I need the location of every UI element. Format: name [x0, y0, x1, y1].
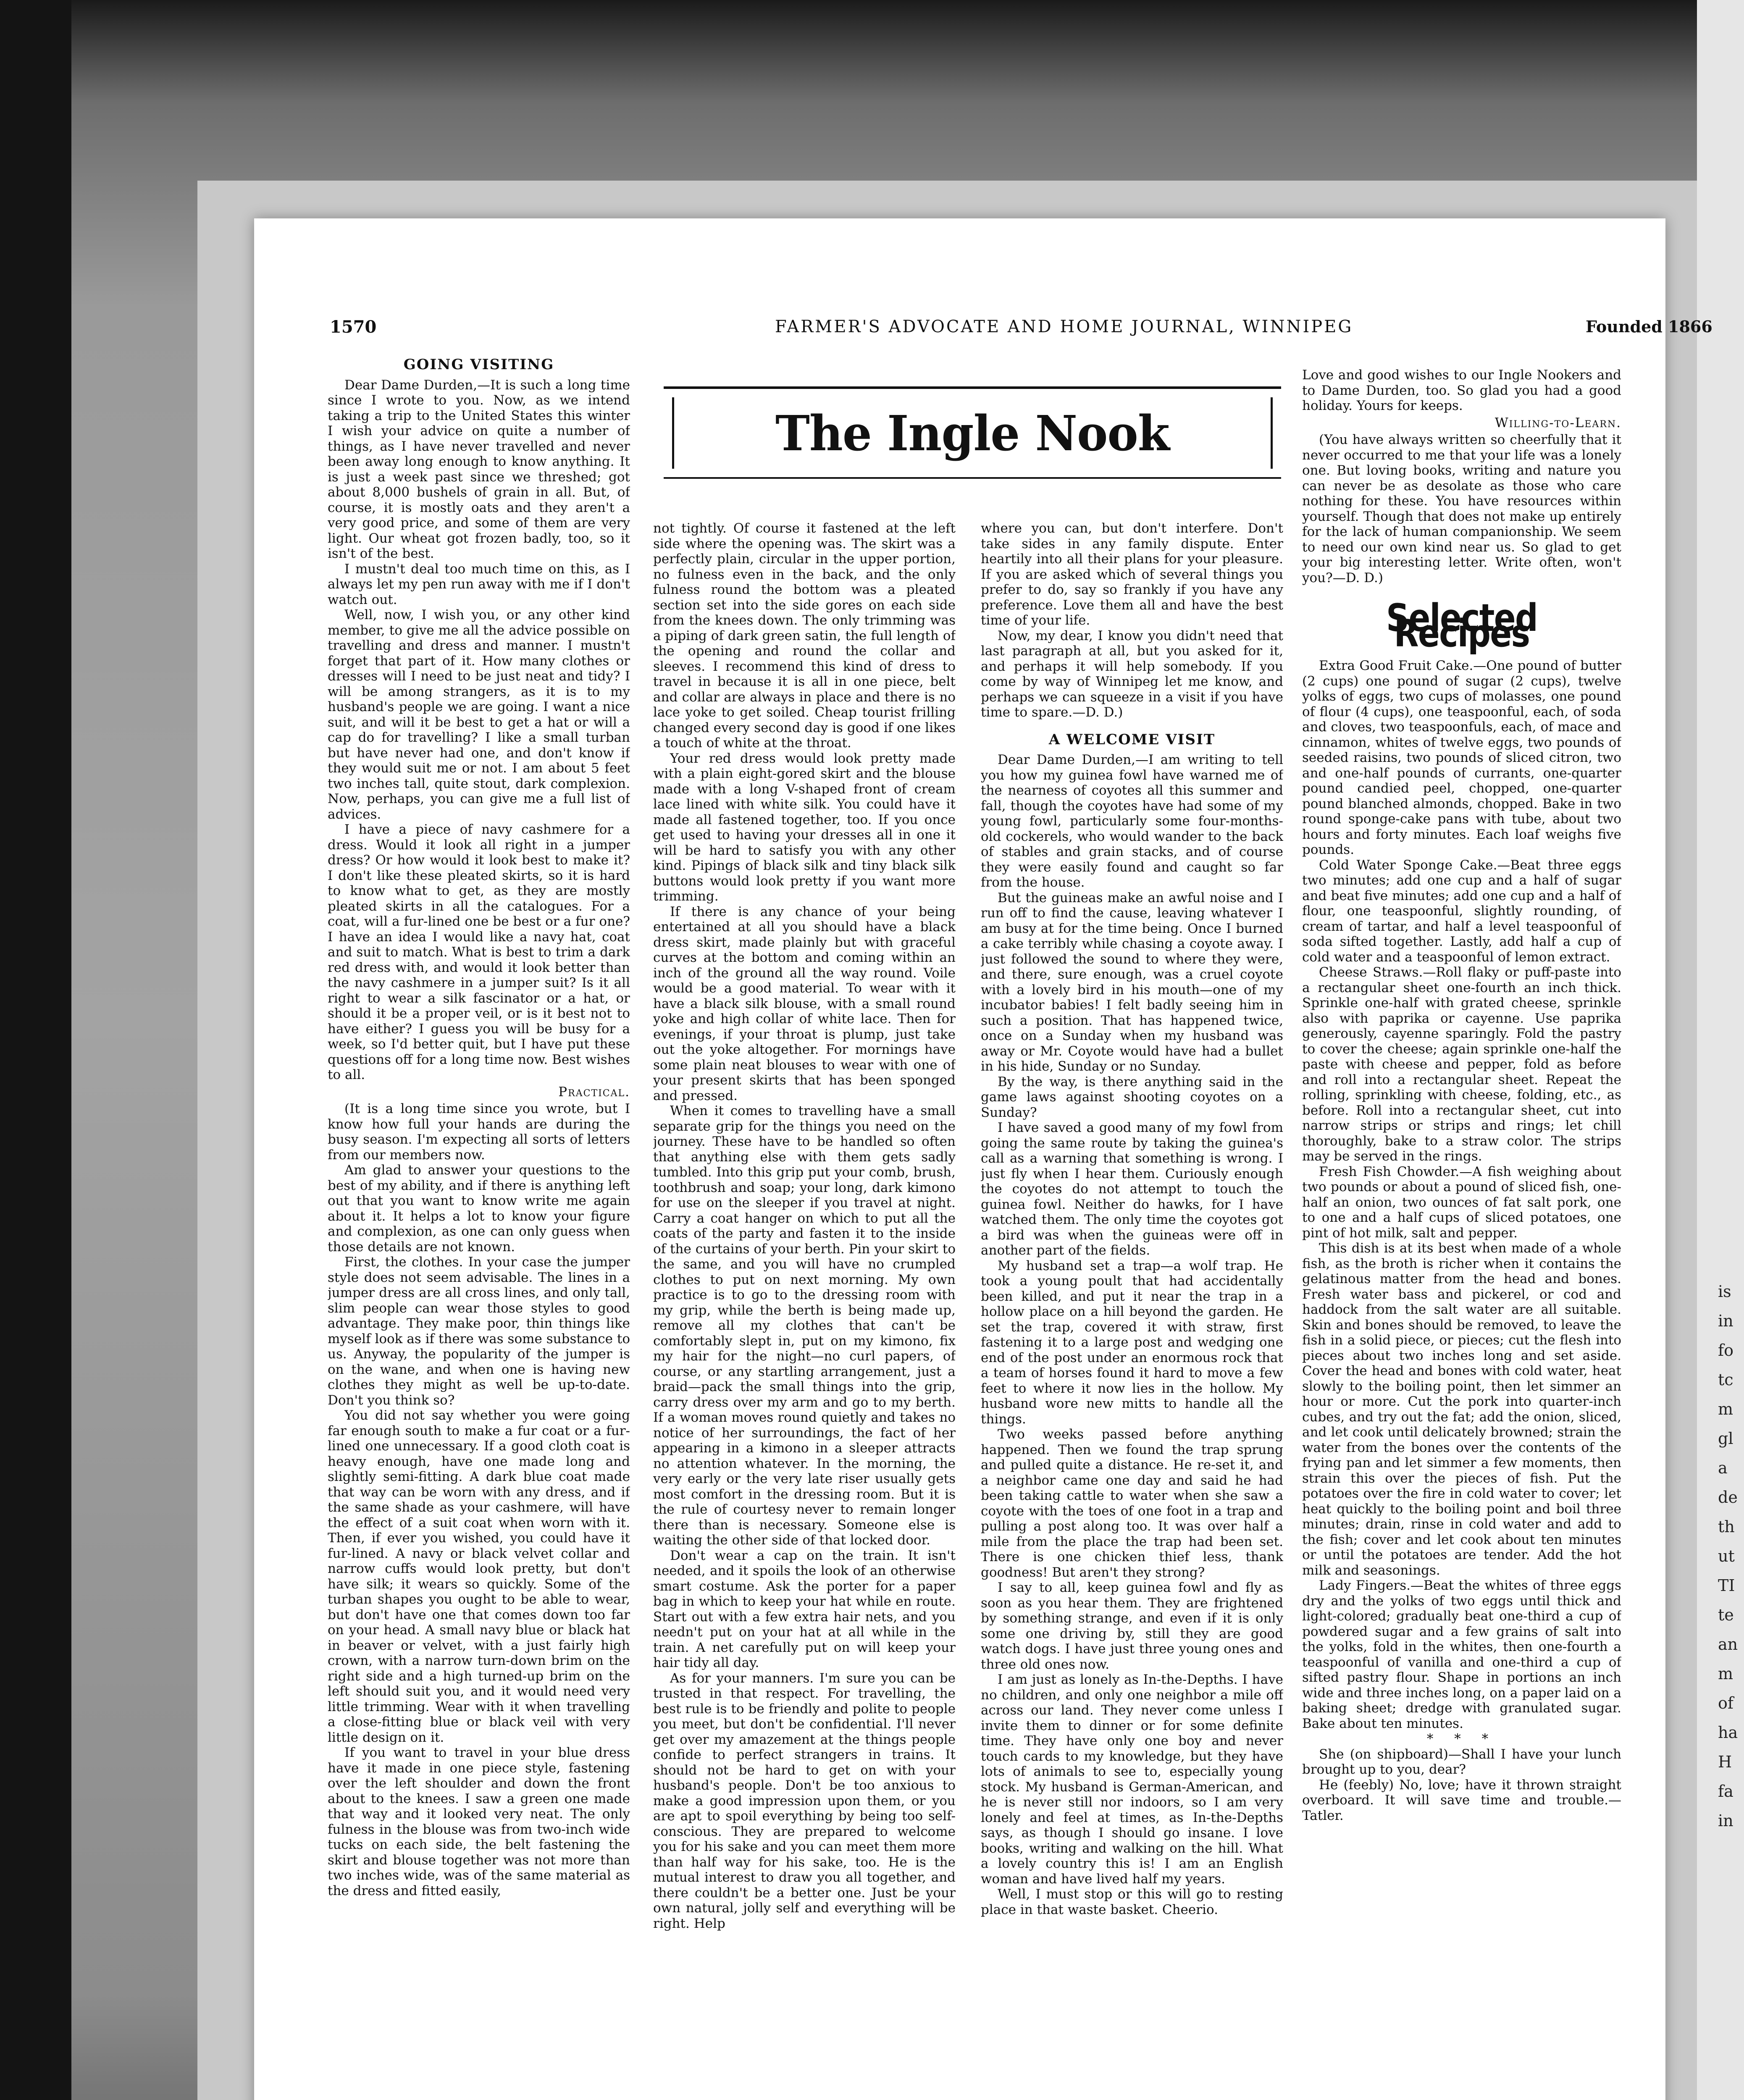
- paragraph: But the guineas make an awful noise and I run off to find the cause, leaving whatever I am busy at for the time being. Once I burned a cake terribly while chasing a coyote away. I just followed the sound to where they were, and there, sure enough, was a cruel coyote with a lovely bird in his mouth—one of my incubator babies! I felt badly seeing him in such a position. That has happened twice, once on a Sunday when my husband was away or Mr. Coyote would have had a bullet in his hide, Sunday or no Sunday.: [981, 890, 1283, 1074]
- paragraph: I am just as lonely as In-the-Depths. I have no children, and only one neighbor a mile off across our land. They never come unless I invite them to dinner or for some definite time. They have only one boy and never touch cards to my knowledge, but they have lots of animals to see to, especially young stock. My husband is German-American, and he is never still nor indoors, so I am very lonely and feel at times, as In-the-Depths says, as though I should go insane. I love books, writing and walking on the hill. What a lovely country this is! I am an English woman and have lived half my years.: [981, 1672, 1283, 1887]
- paragraph: Your red dress would look pretty made with a plain eight-gored skirt and the blouse made with a long V-shaped front of cream lace lined with white silk. You could have it made all fastened together, too. If you once get used to having your dresses all in one it will be hard to satisfy you with any other kind. Pipings of black silk and tiny black silk buttons would look pretty if you want more trimming.: [653, 751, 956, 904]
- paragraph: Dear Dame Durden,—It is such a long time since I wrote to you. Now, as we intend taking a trip to the United States this winter I wish your advice on quite a number of things, as I have never travelled and never been away long enough to know anything. It is just a week past since we threshed; got about 8,000 bushels of grain in all. But, of course, it is mostly oats and they aren't a very good price, and some of them are very light. Our wheat got frozen badly, too, so it isn't of the best.: [328, 377, 630, 561]
- letter-signature: Willing-to-Learn.: [1494, 415, 1621, 430]
- recipe: Extra Good Fruit Cake.—One pound of butter (2 cups) one pound of sugar (2 cups), twelve yolks of eggs, two cups of molasses, one pound of flour (4 cups), one teaspoonful, each, of soda and cloves, two teaspoonfuls, each, of mace and cinnamon, whites of twelve eggs, two pounds of seeded raisins, two pounds of sliced citron, two and one-half pounds of currants, one-quarter pound candied peel, chopped, one-quarter pound blanched almonds, chopped. Bake in two round sponge-cake pans with tube, about two hours and forty minutes. Each loaf weighs five pounds.: [1302, 658, 1621, 857]
- section-divider: * * *: [1426, 1731, 1497, 1746]
- paragraph: (It is a long time since you wrote, but I know how full your hands are during the busy season. I'm expecting all sorts of letters from our members now.: [328, 1101, 630, 1163]
- adjacent-page-fragment: th: [1718, 1517, 1735, 1536]
- paragraph: Now, my dear, I know you didn't need that last paragraph at all, but you asked for it, and perhaps it will help somebody. If you come by way of Winnipeg let me know, and perhaps we can squeeze in a visit if you have time to spare.—D. D.): [981, 628, 1283, 720]
- recipe: Lady Fingers.—Beat the whites of three eggs dry and the yolks of two eggs until thick and light-colored; gradually beat one-third a cup of powdered sugar and a few grains of salt into the yolks, fold in the whites, then one-fourth a teaspoonful of vanilla and one-third a cup of sifted pastry flour. Shape in portions an inch wide and three inches long, on a paper laid on a baking sheet; dredge with granulated sugar. Bake about ten minutes.: [1302, 1578, 1621, 1731]
- adjacent-page-fragment: ut: [1718, 1547, 1735, 1565]
- page-number: 1570: [330, 317, 377, 337]
- column-2: [653, 521, 956, 2087]
- adjacent-page-fragment: ha: [1718, 1723, 1738, 1742]
- paragraph: First, the clothes. In your case the jumper style does not seem advisable. The lines in a jumper dress are all cross lines, and only tall, slim people can wear those styles to good advantage. They make poor, thin things like myself look as if there was some substance to us. Anyway, the popularity of the jumper is on the wane, and when one is having new clothes they might as well be up-to-date. Don't you think so?: [328, 1255, 630, 1408]
- adjacent-page-fragment: an: [1718, 1635, 1738, 1654]
- column-1: [328, 357, 630, 2087]
- adjacent-page-fragment: tc: [1718, 1370, 1733, 1389]
- recipe: This dish is at its best when made of a whole fish, as the broth is richer when it contains the gelatinous matter from the head and bones. Fresh water bass and pickerel, or cod and haddock from the salt water are all suitable. Skin and bones should be removed, to leave the fish in a solid piece, or pieces; cut the flesh into pieces about two inches long and set aside. Cover the head and bones with cold water, heat slowly to the boiling point, then let simmer an hour or more. Cut the pork into quarter-inch cubes, and try out the fat; add the onion, sliced, and let cook until delicately browned; strain the water from the bones over the contents of the frying pan and let simmer a few moments, then strain this over the pieces of fish. Put the potatoes over the fire in cold water to cover; let heat quickly to the boiling point and boil three minutes; drain, rinse in cold water and add to the fish; cover and let cook about ten minutes or until the potatoes are tender. Add the hot milk and seasonings.: [1302, 1241, 1621, 1578]
- paragraph: I mustn't deal too much time on this, as I always let my pen run away with me if I don't watch out.: [328, 561, 630, 607]
- adjacent-page-fragment: de: [1718, 1488, 1738, 1507]
- feature-title: The Ingle Nook: [775, 404, 1170, 462]
- paragraph: I have saved a good many of my fowl from going the same route by taking the guinea's call as a warning that something is wrong. I just fly when I hear them. Curiously enough the coyotes do not attempt to touch the guinea fowl. Neither do hawks, for I have watched them. The only time the coyotes got a bird was when the guineas were off in another part of the fields.: [981, 1120, 1283, 1258]
- running-head: FARMER'S ADVOCATE AND HOME JOURNAL, WINNIPEG: [775, 317, 1353, 336]
- adjacent-page-fragment: in: [1718, 1811, 1733, 1830]
- adjacent-page-fragment: in: [1718, 1312, 1733, 1330]
- paragraph: As for your manners. I'm sure you can be trusted in that respect. For travelling, the best rule is to be friendly and polite to people you meet, but don't be confidential. I'll never get over my amazement at the things people confide to perfect strangers in trains. It should not be hard to get on with your husband's people. Don't be too anxious to make a good impression upon them, or you are apt to spoil everything by being too self-conscious. They are prepared to welcome you for his sake and you can meet them more than half way for his sake, too. He is the mutual interest to draw you all together, and there couldn't be a better one. Just be your own natural, jolly self and everything will be right. Help: [653, 1670, 956, 1931]
- joke-line: He (feebly) No, love; have it thrown straight overboard. It will save time and trouble.—Tatler.: [1302, 1777, 1621, 1823]
- paragraph: My husband set a trap—a wolf trap. He took a young poult that had accidentally been killed, and put it near the trap in a hollow place on a hill beyond the garden. He set the trap, covered it with straw, first fastening it to a large post and wedging one end of the post under an enormous rock that a team of horses found it hard to move a few feet to where it now lies in the hollow. My husband wore new mitts to handle all the things.: [981, 1258, 1283, 1427]
- paragraph: When it comes to travelling have a small separate grip for the things you need on the journey. These have to be handled so often that anything else with them gets sadly tumbled. Into this grip put your comb, brush, toothbrush and soap; your long, dark kimono for use on the sleeper if you travel at night. Carry a coat hanger on which to put all the coats of the party and fasten it to the inside of the curtains of your berth. Pin your skirt to the same, and you will have no crumpled clothes to put on next morning. My own practice is to go to the dressing room with my grip, while the berth is being made up, remove all my clothes that can't be comfortably slept in, put on my kimono, fix my hair for the night—no curl papers, of course, or any startling arrangement, just a braid—pack the small things into the grip, carry dress over my arm and go to my berth. If a woman moves round quietly and takes no notice of her surroundings, the fact of her appearing in a kimono in a sleeper attracts no attention whatever. In the morning, the very early or the very late riser usually gets most comfort in the dressing room. But it is the rule of courtesy never to remain longer there than is necessary. Someone else is waiting the other side of that locked door.: [653, 1103, 956, 1548]
- newspaper-page: [254, 218, 1712, 2100]
- article-heading: A WELCOME VISIT: [1048, 731, 1216, 748]
- paragraph: Well, I must stop or this will go to resting place in that waste basket. Cheerio.: [981, 1887, 1283, 1917]
- paragraph: Don't wear a cap on the train. It isn't needed, and it spoils the look of an otherwise smart costume. Ask the porter for a paper bag in which to keep your hat while en route. Start out with a few extra hair nets, and you needn't put on your hat at all while in the train. A net carefully put on will keep your hair tidy all day.: [653, 1548, 956, 1670]
- paragraph: Am glad to answer your questions to the best of my ability, and if there is anything left out that you want to know write me again about it. It helps a lot to know your figure and complexion, as one can only guess when those details are not known.: [328, 1163, 630, 1255]
- paragraph: Two weeks passed before anything happened. Then we found the trap sprung and pulled quite a distance. He re-set it, and a neighbor came one day and said he had been taking cattle to water when she saw a coyote with the toes of one foot in a trap and pulling a post along too. It was over half a mile from the place the trap had been set. There is one chicken thief less, thank goodness! But aren't they strong?: [981, 1427, 1283, 1580]
- paragraph: Love and good wishes to our Ingle Nookers and to Dame Durden, too. So glad you had a good holiday. Yours for keeps.: [1302, 368, 1621, 413]
- paragraph: If there is any chance of your being entertained at all you should have a black dress skirt, made plainly but with graceful curves at the bottom and coming within an inch of the ground all the way round. Voile would be a good material. To wear with it have a black silk blouse, with a small round yoke and high collar of white lace. Then for evenings, if your throat is plump, just take out the yoke altogether. For mornings have some plain neat blouses to wear with one of your present skirts that has been sponged and pressed.: [653, 904, 956, 1103]
- joke-line: She (on shipboard)—Shall I have your lunch brought up to you, dear?: [1302, 1746, 1621, 1777]
- adjacent-page-fragment: m: [1718, 1400, 1733, 1418]
- recipe: Cheese Straws.—Roll flaky or puff-paste into a rectangular sheet one-fourth an inch thick. Sprinkle one-half with grated cheese, sprinkle also with paprika or cayenne. Use paprika generously, cayenne sparingly. Fold the pastry to cover the cheese; again sprinkle one-half the paste with cheese and pepper, fold as before and roll into a rectangular sheet. Repeat the rolling, sprinkling with cheese, folding, etc., as before. Roll into a rectangular sheet, cut into narrow strips or strips and rings; let chill thoroughly, bake to a straw color. The strips may be served in the rings.: [1302, 965, 1621, 1164]
- adjacent-page-fragment: TI: [1718, 1576, 1735, 1595]
- paragraph: Dear Dame Durden,—I am writing to tell you how my guinea fowl have warned me of the nearness of coyotes all this summer and fall, though the coyotes have had some of my young fowl, particularly some four-months-old cockerels, who would wander to the back of stables and grain stacks, and of course they were easily found and caught so far from the house.: [981, 752, 1283, 890]
- adjacent-page-fragment: m: [1718, 1664, 1733, 1683]
- column-4: [1302, 368, 1621, 2090]
- adjacent-page-fragment: H: [1718, 1753, 1732, 1771]
- paragraph: You did not say whether you were going far enough south to make a fur coat or a fur-lined one unnecessary. If a good cloth coat is heavy enough, have one made long and slightly semi-fitting. A dark blue coat made that way can be worn with any dress, and if the same shade as your cashmere, will have the effect of a suit coat when worn with it. Then, if ever you wished, you could have it fur-lined. A navy or black velvet collar and narrow cuffs would look pretty, but don't have silk; it wears so quickly. Some of the turban shapes you ought to be able to wear, but don't have one that comes down too far on your head. A small navy blue or black hat in beaver or velvet, with a just fairly high crown, with a narrow turn-down brim on the right side and a high turned-up brim on the left should suit you, and it would need very little trimming. Wear with it when travelling a close-fitting blue or black veil with very little design on it.: [328, 1408, 630, 1745]
- founded-label: Founded 1866: [1586, 317, 1712, 336]
- paragraph: I have a piece of navy cashmere for a dress. Would it look all right in a jumper dress? Or how would it look best to make it? I don't like these pleated skirts, so it is hard to know what to get, as they are mostly pleated skirts in all the catalogues. For a coat, will a fur-lined one be best or a fur one? I have an idea I would like a navy hat, coat and suit to match. What is best to trim a dark red dress with, and would it look better than the navy cashmere in a jumper suit? Is it all right to wear a silk fascinator or a hat, or should it be a proper veil, or is it best not to have either? I guess you will be busy for a week, so I'd better quit, but I have put these questions off for a long time now. Best wishes to all.: [328, 822, 630, 1082]
- column-3: [981, 521, 1283, 2087]
- paragraph: Well, now, I wish you, or any other kind member, to give me all the advice possible on travelling and dress and manner. I mustn't forget that part of it. How many clothes or dresses will I need to be just neat and tidy? I will be among strangers, as it is to my husband's people we are going. I want a nice suit, and will it be best to get a hat or will a cap do for travelling? I like a small turban but have never had one, and don't know if they would suit me or not. I am about 5 feet two inches tall, quite stout, dark complexion. Now, perhaps, you can give me a full list of advices.: [328, 607, 630, 822]
- adjacent-page-fragment: of: [1718, 1694, 1733, 1712]
- paragraph: I say to all, keep guinea fowl and fly as soon as you hear them. They are frightened by something strange, and even if it is only some one driving by, still they are good watch dogs. I have just three young ones and three old ones now.: [981, 1580, 1283, 1672]
- recipes-heading: Selected Recipes: [1386, 596, 1538, 656]
- recipe: Cold Water Sponge Cake.—Beat three eggs two minutes; add one cup and a half of sugar and beat five minutes; add one cup and a half of flour, one teaspoonful, slightly rounding, of cream of tartar, and half a level teaspoonful of soda sifted together. Lastly, add half a cup of cold water and a teaspoonful of lemon extract.: [1302, 857, 1621, 965]
- letter-signature: Practical.: [558, 1084, 630, 1100]
- left-margin-shadow: [0, 0, 71, 2100]
- adjacent-page-fragment: a: [1718, 1459, 1728, 1477]
- recipe: Fresh Fish Chowder.—A fish weighing about two pounds or about a pound of sliced fish, one-half an onion, two ounces of fat salt pork, one to one and a half cups of sliced potatoes, one pint of hot milk, salt and pepper.: [1302, 1164, 1621, 1241]
- page-header: [330, 317, 1712, 342]
- paragraph: By the way, is there anything said in the game laws against shooting coyotes on a Sunday?: [981, 1074, 1283, 1120]
- adjacent-page-fragment: is: [1718, 1282, 1731, 1301]
- adjacent-page-fragment: te: [1718, 1606, 1734, 1624]
- adjacent-page-fragment: fo: [1718, 1341, 1733, 1360]
- adjacent-page-text: [1718, 1277, 1743, 1835]
- paragraph: not tightly. Of course it fastened at the left side where the opening was. The skirt was a perfectly plain, circular in the upper portion, no fulness even in the back, and the only fulness round the bottom was a pleated section set into the side gores on each side from the knees down. The only trimming was a piping of dark green satin, the full length of the opening and round the collar and sleeves. I recommend this kind of dress to travel in because it is all in one piece, belt and collar are always in place and there is no lace yoke to get soiled. Cheap tourist frilling changed every second day is good if one likes a touch of white at the throat.: [653, 521, 956, 751]
- adjacent-page-fragment: fa: [1718, 1782, 1733, 1801]
- paragraph: (You have always written so cheerfully that it never occurred to me that your life was a lonely one. But loving books, writing and nature you can never be as desolate as those who care nothing for these. You have resources within yourself. Though that does not make up entirely for the lack of human companionship. We seem to need our own kind near us. So glad to get your big interesting letter. Write often, won't you?—D. D.): [1302, 432, 1621, 585]
- paragraph: where you can, but don't interfere. Don't take sides in any family dispute. Enter heartily into all their plans for your pleasure. If you are asked which of several things you prefer to do, say so frankly if you have any preference. Love them all and have the best time of your life.: [981, 521, 1283, 628]
- article-heading: GOING VISITING: [403, 357, 554, 373]
- feature-title-box: [664, 386, 1281, 479]
- paragraph: If you want to travel in your blue dress have it made in one piece style, fastening over the left shoulder and down the front about to the knees. I saw a green one made that way and it looked very neat. The only fulness in the blouse was from two-inch wide tucks on each side, the belt fastening the skirt and blouse together was not more than two inches wide, was of the same material as the dress and fitted easily,: [328, 1745, 630, 1898]
- adjacent-page-fragment: gl: [1718, 1429, 1733, 1448]
